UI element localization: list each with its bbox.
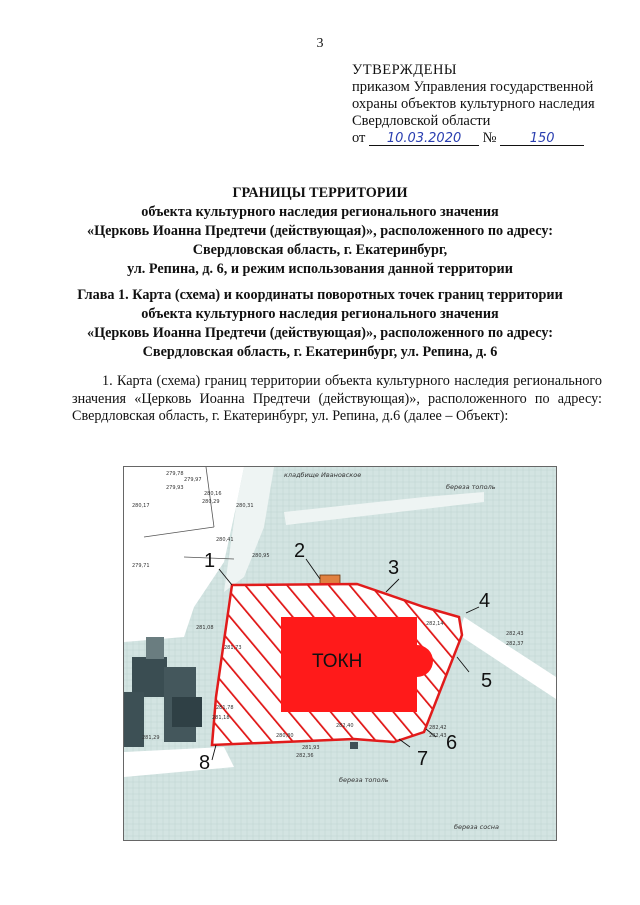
title-line-4: Свердловская область, г. Екатеринбург, xyxy=(192,242,448,258)
map-svg xyxy=(124,467,556,840)
elevation: 282,36 xyxy=(296,753,314,759)
elevation: 282,42 xyxy=(429,725,447,731)
elevation: 280,95 xyxy=(252,553,270,559)
point-label-6: 6 xyxy=(446,732,458,754)
elevation: 280,31 xyxy=(236,503,254,509)
elevation: 279,97 xyxy=(184,477,202,483)
elevation: 279,71 xyxy=(132,563,150,569)
title-line-1: ГРАНИЦЫ ТЕРРИТОРИИ xyxy=(232,185,408,201)
elevation: 282,14 xyxy=(426,621,444,627)
number-field xyxy=(500,130,584,146)
date-field xyxy=(369,130,479,146)
title-line-5: ул. Репина, д. 6, и режим использования данной территории xyxy=(127,261,513,277)
point-label-7: 7 xyxy=(417,748,429,770)
elevation: 282,37 xyxy=(506,641,524,647)
point-label-1: 1 xyxy=(204,550,216,572)
page-number: 3 xyxy=(316,36,324,51)
approval-block xyxy=(352,62,595,147)
building-4 xyxy=(124,692,144,747)
elevation: 282,40 xyxy=(336,723,354,729)
tokn-label: ТОКН xyxy=(312,651,363,672)
approval-number: 150 xyxy=(529,131,555,146)
from-label: от xyxy=(352,130,366,146)
title-line-3: «Церковь Иоанна Предтечи (действующая)», расположенного по адресу: xyxy=(86,223,554,239)
elevation: 281,08 xyxy=(196,625,214,631)
number-label: № xyxy=(482,130,497,146)
point-label-2: 2 xyxy=(294,540,306,562)
point-label-8: 8 xyxy=(199,752,211,774)
elevation: 280,17 xyxy=(132,503,150,509)
elevation: 280,80 xyxy=(276,733,294,739)
elevation: 282,43 xyxy=(429,733,447,739)
document-title xyxy=(0,184,640,279)
elevation: 281,73 xyxy=(224,645,242,651)
elevation: 279,93 xyxy=(166,485,184,491)
elevation: 280,16 xyxy=(204,491,222,497)
elevation: 282,43 xyxy=(506,631,524,637)
elevation: 280,29 xyxy=(202,499,220,505)
elevation: 281,93 xyxy=(302,745,320,751)
building-5 xyxy=(146,637,164,659)
paragraph-1: 1. Карта (схема) границ территории объекта культурного наследия регионального значения «Церковь Иоанна Предтечи (действующая)», расположенного по адресу: Свердловская область, г. Екатеринбург, ул. Репина, д.6 (далее – Объект): xyxy=(72,373,602,424)
approval-date-line xyxy=(352,130,595,147)
chapter-line-1: Глава 1. Карта (схема) и координаты поворотных точек границ территории xyxy=(77,287,563,303)
point-label-4: 4 xyxy=(479,590,491,612)
elevation: 281,78 xyxy=(216,705,234,711)
birch-label-bottom-right: береза сосна xyxy=(454,823,499,831)
birch-label-bottom-left: береза тополь xyxy=(339,776,389,784)
point-label-5: 5 xyxy=(481,670,493,692)
chapter-heading xyxy=(0,286,640,362)
approval-line-2: охраны объектов культурного наследия xyxy=(352,96,595,112)
elevation: 281,29 xyxy=(142,735,160,741)
cemetery-label: кладбище Ивановское xyxy=(284,471,362,479)
point-label-3: 3 xyxy=(388,557,400,579)
approval-line-1: приказом Управления государственной xyxy=(352,79,594,95)
title-line-2: объекта культурного наследия регионального значения xyxy=(141,204,499,220)
building-3 xyxy=(172,697,202,727)
approval-date: 10.03.2020 xyxy=(386,131,462,146)
building-1 xyxy=(132,657,167,697)
elevation: 279,78 xyxy=(166,471,184,477)
boundary-map xyxy=(123,466,557,841)
birch-label-top: береза тополь xyxy=(446,483,496,491)
chapter-line-4: Свердловская область, г. Екатеринбург, ул. Репина, д. 6 xyxy=(142,344,498,360)
chapter-line-2: объекта культурного наследия регионального значения xyxy=(141,306,499,322)
approval-line-3: Свердловской области xyxy=(352,113,491,129)
small-structure xyxy=(350,742,358,749)
approval-heading: УТВЕРЖДЕНЫ xyxy=(352,62,458,78)
elevation: 280,41 xyxy=(216,537,234,543)
elevation: 281,18 xyxy=(212,715,230,721)
chapter-line-3: «Церковь Иоанна Предтечи (действующая)», расположенного по адресу: xyxy=(86,325,554,341)
outbuilding xyxy=(320,575,340,584)
